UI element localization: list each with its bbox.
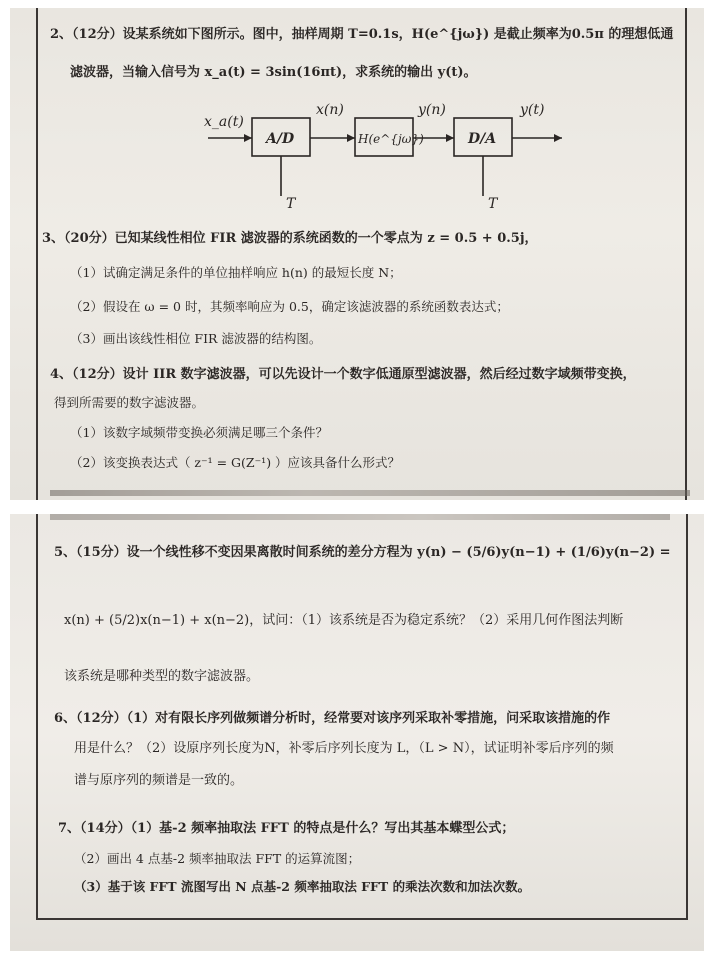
q6-line1: 6、（12分）（1）对有限长序列做频谱分析时，经常要对该序列采取补零措施，问采取该措施的作 [54, 711, 611, 726]
q5-line2: x(n) + (5/2)x(n−1) + x(n−2)，试问：（1）该系统是否为稳定系统？（2）采用几何作图法判断 [64, 613, 624, 628]
q5-line3: 该系统是哪种类型的数字滤波器。 [64, 669, 260, 684]
arrow-1 [244, 134, 252, 142]
q3-sub1: （1）试确定满足条件的单位抽样响应 h(n) 的最短长度 N； [70, 265, 402, 280]
q7-sub2: （2）画出 4 点基-2 频率抽取法 FFT 的运算流图； [74, 851, 361, 866]
q6-line3: 谱与原序列的频谱是一致的。 [74, 773, 244, 788]
sampling-t1-label: T [286, 196, 296, 212]
q4-head: 4、（12分）设计 IIR 数字滤波器，可以先设计一个数字低通原型滤波器，然后经过数字域频带变换， [50, 367, 636, 382]
sampling-t2-label: T [488, 196, 498, 212]
q2-line1: 2、（12分）设某系统如下图所示。图中，抽样周期 T=0.1s，H(e^{jω}) 是截止频率为0.5π 的理想低通 [50, 27, 674, 42]
page-border-left-2 [36, 514, 38, 919]
q2-line2: 滤波器，当输入信号为 x_a(t) = 3sin(16πt)，求系统的输出 y(t)。 [70, 65, 477, 80]
q5-line1: 5、（15分）设一个线性移不变因果离散时间系统的差分方程为 y(n) − (5/6)y(n−1) + (1/6)y(n−2) = [54, 545, 671, 560]
xn-label: x(n) [316, 102, 344, 118]
q7-head: 7、（14分）（1）基-2 频率抽取法 FFT 的特点是什么？写出其基本蝶型公式； [58, 821, 515, 836]
page-border-right [685, 8, 687, 500]
exam-page-bottom [10, 514, 704, 951]
yn-label: y(n) [418, 102, 446, 118]
cut-off-text-fragment [50, 490, 690, 496]
arrow-2 [347, 134, 355, 142]
q3-sub3: （3）画出该线性相位 FIR 滤波器的结构图。 [70, 331, 322, 346]
input-signal-label: x_a(t) [204, 114, 244, 130]
arrow-4 [554, 134, 562, 142]
q3-sub2: （2）假设在 ω = 0 时，其频率响应为 0.5，确定该滤波器的系统函数表达式； [70, 299, 509, 314]
ad-block-label: A/D [266, 131, 295, 147]
q6-line2: 用是什么？（2）设原序列长度为N，补零后序列长度为 L，（L > N），试证明补零后序列的频 [74, 741, 614, 756]
page-border-left [36, 8, 38, 500]
da-block-label: D/A [468, 131, 497, 147]
page-border-bottom [36, 918, 688, 920]
q4-sub1: （1）该数字域频带变换必须满足哪三个条件？ [70, 425, 328, 440]
arrow-3 [446, 134, 454, 142]
output-signal-label: y(t) [520, 102, 545, 118]
page-border-right-2 [686, 514, 688, 919]
exam-page-top [10, 8, 704, 500]
q7-sub3: （3）基于该 FFT 流图写出 N 点基-2 频率抽取法 FFT 的乘法次数和加法次数。 [74, 879, 531, 894]
q4-sub2: （2）该变换表达式（ z⁻¹ = G(Z⁻¹) ）应该具备什么形式？ [70, 455, 401, 470]
q4-head2: 得到所需要的数字滤波器。 [54, 395, 205, 410]
filter-block-label: H(e^{jω}) [358, 132, 424, 146]
q3-head: 3、（20分）已知某线性相位 FIR 滤波器的系统函数的一个零点为 z = 0.5 + 0.5j， [42, 231, 538, 246]
photo-separator [0, 500, 714, 514]
system-block-diagram [190, 96, 570, 216]
cut-off-text-fragment-2 [50, 514, 670, 520]
